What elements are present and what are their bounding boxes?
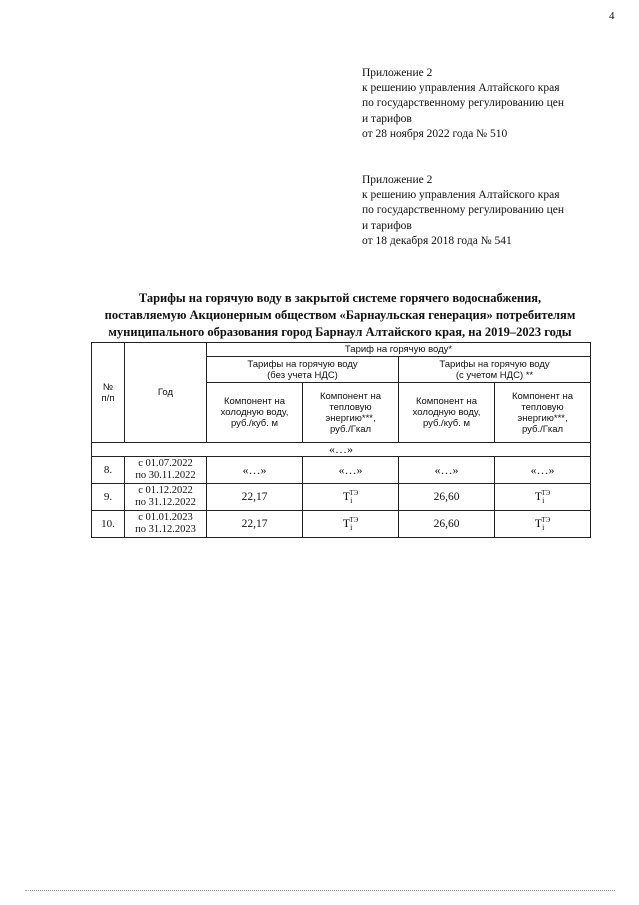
table-row xyxy=(92,457,591,484)
header-cold-line: холодную воду, xyxy=(412,407,481,418)
row-period xyxy=(125,511,207,538)
header-cold-line: Компонент на xyxy=(223,396,286,407)
header-heat-line: Компонент на xyxy=(511,390,574,402)
appendix-line: к решению управления Алтайского края xyxy=(362,82,560,95)
header-group-line: Тарифы на горячую воду xyxy=(247,358,358,370)
heat-with-vat: «…» xyxy=(495,457,591,484)
header-num-line: № xyxy=(102,381,114,393)
appendix-line: и тарифов xyxy=(362,112,412,125)
tariff-table xyxy=(91,342,591,538)
row-number: 10. xyxy=(92,511,125,538)
cold-with-vat: 26,60 xyxy=(399,484,495,511)
document-title xyxy=(70,290,610,341)
header-heat-line: энергию***, xyxy=(517,412,568,424)
appendix-line: Приложение 2 xyxy=(362,174,433,186)
period-end: по 30.11.2022 xyxy=(135,470,196,481)
header-cold-component xyxy=(207,383,303,443)
header-heat-line: Компонент на xyxy=(319,390,382,402)
thermal-tariff-symbol: $T_i^{ТЭ}$ xyxy=(342,516,359,532)
header-group-line: Тарифы на горячую воду xyxy=(439,358,550,370)
header-cold-line: холодную воду, xyxy=(220,407,289,418)
appendix-line: по государственному регулированию цен xyxy=(362,204,565,217)
cold-with-vat: «…» xyxy=(399,457,495,484)
header-heat-line: тепловую xyxy=(329,401,372,413)
appendix-line: по государственному регулированию цен xyxy=(362,97,565,110)
heat-with-vat xyxy=(495,511,591,538)
header-row xyxy=(92,343,591,357)
header-heat-line: руб./Гкал xyxy=(329,423,372,435)
thermal-tariff-symbol: $T_i^{ТЭ}$ xyxy=(342,489,359,505)
header-heat-component xyxy=(495,383,591,443)
cold-without-vat: «…» xyxy=(207,457,303,484)
heat-without-vat xyxy=(303,484,399,511)
appendix-line: от 28 ноября 2022 года № 510 xyxy=(362,127,508,140)
row-number: 9. xyxy=(92,484,125,511)
cold-without-vat: 22,17 xyxy=(207,511,303,538)
thermal-tariff-symbol: $T_i^{ТЭ}$ xyxy=(534,489,551,505)
thermal-tariff-symbol: $T_i^{ТЭ}$ xyxy=(534,516,551,532)
omitted-rows-text: «…» xyxy=(92,443,591,457)
appendix-note-original xyxy=(362,173,564,249)
title-line: Тарифы на горячую воду в закрытой системе горячего водоснабжения, xyxy=(138,291,542,305)
header-group-without-vat xyxy=(207,357,399,383)
scan-edge-divider xyxy=(25,890,615,891)
header-cold-component xyxy=(399,383,495,443)
header-group-line: (без учета НДС) xyxy=(267,369,338,381)
heat-without-vat: «…» xyxy=(303,457,399,484)
header-cold-line: руб./куб. м xyxy=(230,418,279,429)
header-year: Год xyxy=(125,343,207,443)
header-cold-line: Компонент на xyxy=(415,396,478,407)
header-num-line: п/п xyxy=(101,392,115,404)
period-end: по 31.12.2023 xyxy=(135,524,196,535)
period-end: по 31.12.2022 xyxy=(135,497,196,508)
appendix-line: от 18 декабря 2018 года № 541 xyxy=(362,234,512,247)
cold-without-vat: 22,17 xyxy=(207,484,303,511)
header-heat-line: энергию***, xyxy=(325,412,376,424)
cold-with-vat: 26,60 xyxy=(399,511,495,538)
appendix-note-current xyxy=(362,66,564,142)
header-group-with-vat xyxy=(399,357,591,383)
appendix-line: Приложение 2 xyxy=(362,67,433,79)
table-row xyxy=(92,511,591,538)
header-cold-line: руб./куб. м xyxy=(422,418,471,429)
header-num xyxy=(92,343,125,443)
page-number: 4 xyxy=(609,10,615,22)
title-line: муниципального образования город Барнаул Алтайского края, на 2019–2023 годы xyxy=(108,325,572,339)
table-row xyxy=(92,484,591,511)
period-start: с 01.12.2022 xyxy=(138,485,193,496)
period-start: с 01.01.2023 xyxy=(138,512,193,523)
row-number: 8. xyxy=(92,457,125,484)
appendix-line: к решению управления Алтайского края xyxy=(362,189,560,202)
period-start: с 01.07.2022 xyxy=(138,458,193,469)
omitted-rows-marker xyxy=(92,443,591,457)
heat-with-vat xyxy=(495,484,591,511)
title-line: поставляемую Акционерным обществом «Барнаульская генерация» потребителям xyxy=(104,308,576,322)
heat-without-vat xyxy=(303,511,399,538)
header-heat-component xyxy=(303,383,399,443)
header-heat-line: тепловую xyxy=(521,401,564,413)
appendix-line: и тарифов xyxy=(362,219,412,232)
header-group-line: (с учетом НДС) ** xyxy=(455,369,534,381)
header-heat-line: руб./Гкал xyxy=(521,423,564,435)
header-tariff: Тариф на горячую воду* xyxy=(207,343,591,357)
row-period xyxy=(125,484,207,511)
row-period xyxy=(125,457,207,484)
